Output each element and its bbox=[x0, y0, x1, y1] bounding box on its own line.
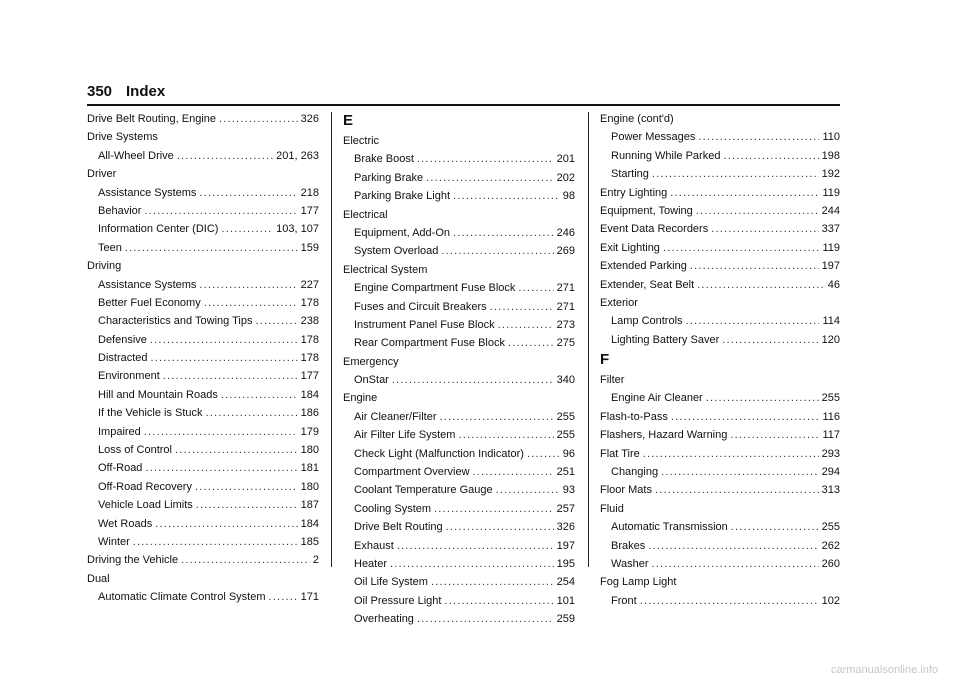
page-reference: 178 bbox=[300, 296, 319, 309]
entry-label: Extended Parking bbox=[600, 260, 687, 273]
index-subentry bbox=[87, 367, 319, 385]
index-subentry bbox=[343, 500, 575, 518]
index-subentry bbox=[87, 478, 319, 496]
index-subentry bbox=[87, 459, 319, 477]
index-subentry bbox=[343, 371, 575, 389]
dot-leader bbox=[145, 459, 297, 477]
entry-label: Lamp Controls bbox=[611, 315, 683, 328]
dot-leader bbox=[696, 202, 819, 220]
index-subentry bbox=[87, 147, 319, 165]
column-divider bbox=[331, 112, 332, 567]
page-reference: 262 bbox=[821, 539, 840, 552]
index-entry bbox=[600, 202, 840, 220]
page-reference: 197 bbox=[821, 260, 840, 273]
index-subentry bbox=[343, 224, 575, 242]
index-entry bbox=[600, 239, 840, 257]
dot-leader bbox=[181, 551, 310, 569]
index-entry bbox=[87, 110, 319, 128]
index-heading: Dual bbox=[87, 572, 110, 585]
page-reference: 178 bbox=[300, 352, 319, 365]
dot-leader bbox=[648, 537, 818, 555]
entry-label: Engine Air Cleaner bbox=[611, 392, 703, 405]
index-subentry bbox=[600, 463, 840, 481]
page-reference: 259 bbox=[556, 613, 575, 626]
index-heading: Electric bbox=[343, 135, 380, 147]
page-reference: 177 bbox=[300, 204, 319, 217]
page-number: 350 bbox=[87, 83, 113, 100]
page-reference: 201, 263 bbox=[276, 149, 319, 162]
index-subentry bbox=[87, 239, 319, 257]
page-reference: 255 bbox=[556, 429, 575, 442]
dot-leader bbox=[663, 239, 820, 257]
page-reference: 244 bbox=[821, 204, 840, 217]
index-subentry bbox=[343, 334, 575, 352]
index-subentry bbox=[343, 592, 575, 610]
entry-label: Better Fuel Economy bbox=[98, 296, 201, 309]
entry-label: Equipment, Add-On bbox=[354, 226, 451, 239]
index-heading: Fluid bbox=[600, 502, 624, 515]
entry-label: Flashers, Hazard Warning bbox=[600, 429, 728, 442]
dot-leader bbox=[206, 404, 298, 422]
page-reference: 181 bbox=[300, 462, 319, 475]
entry-label: System Overload bbox=[354, 245, 439, 258]
index-subentry bbox=[87, 276, 319, 294]
dot-leader bbox=[508, 334, 554, 352]
page-title: Index bbox=[126, 83, 166, 100]
index-subentry bbox=[600, 128, 840, 146]
page-reference: 187 bbox=[300, 499, 319, 512]
index-subentry bbox=[343, 573, 575, 591]
dot-leader bbox=[196, 496, 298, 514]
page-reference: 159 bbox=[300, 241, 319, 254]
entry-label: Check Light (Malfunction Indicator) bbox=[354, 447, 524, 460]
index-heading: Emergency bbox=[343, 355, 399, 368]
dot-leader bbox=[458, 426, 553, 444]
index-subentry bbox=[343, 187, 575, 205]
dot-leader bbox=[661, 463, 819, 481]
index-subentry bbox=[600, 592, 840, 610]
entry-label: Parking Brake Light bbox=[354, 190, 450, 203]
page-reference: 337 bbox=[821, 223, 840, 236]
dot-leader bbox=[204, 294, 298, 312]
entry-label: Cooling System bbox=[354, 502, 432, 515]
page-reference: 119 bbox=[822, 186, 840, 199]
index-column-3 bbox=[600, 110, 840, 610]
dot-leader bbox=[221, 220, 273, 238]
dot-leader bbox=[125, 239, 298, 257]
section-letter: E bbox=[343, 112, 354, 129]
dot-leader bbox=[150, 331, 298, 349]
entry-label: Air Filter Life System bbox=[354, 429, 456, 442]
entry-label: Automatic Transmission bbox=[611, 521, 728, 534]
page-reference: 326 bbox=[300, 113, 319, 125]
page-reference: 255 bbox=[821, 521, 840, 534]
entry-label: Oil Pressure Light bbox=[354, 594, 442, 607]
dot-leader bbox=[397, 537, 554, 555]
index-subentry bbox=[600, 312, 840, 330]
page-reference: 195 bbox=[556, 557, 575, 570]
dot-leader bbox=[434, 500, 554, 518]
page-reference: 198 bbox=[821, 149, 840, 162]
dot-leader bbox=[255, 312, 297, 330]
index-subentry bbox=[87, 496, 319, 514]
dot-leader bbox=[723, 147, 818, 165]
entry-label: Wet Roads bbox=[98, 517, 153, 530]
entry-label: Assistance Systems bbox=[98, 278, 197, 291]
index-subentry bbox=[343, 481, 575, 499]
dot-leader bbox=[731, 518, 819, 536]
index-subentry bbox=[87, 202, 319, 220]
dot-leader bbox=[518, 279, 553, 297]
dot-leader bbox=[652, 165, 819, 183]
entry-label: Loss of Control bbox=[98, 444, 172, 457]
page-reference: 294 bbox=[821, 466, 840, 479]
dot-leader bbox=[440, 408, 554, 426]
index-heading: Electrical System bbox=[343, 263, 428, 276]
dot-leader bbox=[199, 276, 297, 294]
entry-label: If the Vehicle is Stuck bbox=[98, 407, 203, 420]
index-subentry bbox=[87, 423, 319, 441]
index-subentry bbox=[343, 298, 575, 316]
entry-label: Heater bbox=[354, 557, 388, 570]
dot-leader bbox=[498, 316, 554, 334]
index-subentry bbox=[87, 184, 319, 202]
dot-leader bbox=[269, 588, 298, 606]
dot-leader bbox=[431, 573, 554, 591]
index-subentry bbox=[343, 316, 575, 334]
dot-leader bbox=[390, 555, 554, 573]
page-reference: 102 bbox=[821, 594, 840, 607]
page-reference: 260 bbox=[821, 557, 840, 570]
section-letter: F bbox=[600, 351, 610, 369]
entry-label: Parking Brake bbox=[354, 171, 424, 184]
page-reference: 184 bbox=[300, 388, 319, 401]
entry-label: Overheating bbox=[354, 613, 414, 626]
dot-leader bbox=[652, 555, 819, 573]
page-reference: 269 bbox=[556, 245, 575, 258]
page-reference: 114 bbox=[822, 315, 840, 328]
entry-label: Power Messages bbox=[611, 131, 696, 144]
page-reference: 227 bbox=[300, 278, 319, 291]
dot-leader bbox=[199, 184, 297, 202]
entry-label: Fuses and Circuit Breakers bbox=[354, 300, 487, 313]
index-heading: Filter bbox=[600, 374, 625, 387]
index-subentry bbox=[87, 312, 319, 330]
index-subentry bbox=[87, 386, 319, 404]
entry-label: Characteristics and Towing Tips bbox=[98, 315, 253, 328]
page-reference: 178 bbox=[300, 333, 319, 346]
page-reference: 201 bbox=[556, 153, 575, 166]
index-subentry bbox=[343, 537, 575, 555]
entry-label: Off-Road Recovery bbox=[98, 480, 192, 493]
entry-label: Driving the Vehicle bbox=[87, 554, 179, 567]
index-entry bbox=[600, 481, 840, 499]
entry-label: Behavior bbox=[98, 204, 142, 217]
page-reference: 177 bbox=[300, 370, 319, 383]
dot-leader bbox=[686, 312, 820, 330]
entry-label: Rear Compartment Fuse Block bbox=[354, 337, 505, 350]
entry-label: Automatic Climate Control System bbox=[98, 591, 266, 604]
entry-label: Coolant Temperature Gauge bbox=[354, 484, 493, 497]
index-subentry bbox=[343, 426, 575, 444]
entry-label: Exit Lighting bbox=[600, 241, 660, 254]
page-reference: 117 bbox=[822, 429, 840, 442]
dot-leader bbox=[722, 331, 818, 349]
index-subentry bbox=[343, 279, 575, 297]
page-reference: 238 bbox=[300, 315, 319, 328]
index-heading: Driving bbox=[87, 260, 122, 273]
dot-leader bbox=[426, 169, 554, 187]
page-reference: 246 bbox=[556, 226, 575, 239]
page-reference: 2 bbox=[312, 554, 319, 567]
entry-label: Information Center (DIC) bbox=[98, 223, 219, 236]
page-reference: 46 bbox=[827, 278, 840, 291]
dot-leader bbox=[417, 610, 554, 628]
entry-label: Environment bbox=[98, 370, 160, 383]
index-subentry bbox=[343, 518, 575, 536]
page-reference: 257 bbox=[556, 502, 575, 515]
entry-label: Brakes bbox=[611, 539, 646, 552]
dot-leader bbox=[219, 110, 298, 128]
index-subentry bbox=[600, 555, 840, 573]
entry-label: OnStar bbox=[354, 374, 389, 387]
dot-leader bbox=[417, 150, 554, 168]
header-rule bbox=[87, 104, 840, 106]
dot-leader bbox=[490, 298, 554, 316]
index-heading: Engine (cont'd) bbox=[600, 113, 674, 125]
dot-leader bbox=[473, 463, 554, 481]
page-reference: 180 bbox=[300, 480, 319, 493]
index-entry bbox=[600, 257, 840, 275]
index-column-1 bbox=[87, 110, 319, 607]
entry-label: Oil Life System bbox=[354, 576, 428, 589]
dot-leader bbox=[177, 147, 273, 165]
entry-label: All-Wheel Drive bbox=[98, 149, 174, 162]
page-reference: 255 bbox=[556, 410, 575, 423]
dot-leader bbox=[444, 592, 553, 610]
entry-label: Washer bbox=[611, 557, 649, 570]
dot-leader bbox=[697, 276, 825, 294]
dot-leader bbox=[446, 518, 554, 536]
dot-leader bbox=[144, 202, 297, 220]
page-reference: 326 bbox=[556, 521, 575, 534]
page-reference: 103, 107 bbox=[276, 223, 319, 236]
index-subentry bbox=[87, 533, 319, 551]
dot-leader bbox=[671, 408, 820, 426]
index-heading: Exterior bbox=[600, 296, 638, 309]
dot-leader bbox=[175, 441, 298, 459]
page-reference: 251 bbox=[556, 466, 575, 479]
index-entry bbox=[600, 445, 840, 463]
watermark: carmanualsonline.info bbox=[830, 664, 938, 676]
entry-label: Flat Tire bbox=[600, 447, 640, 460]
page-reference: 119 bbox=[822, 241, 840, 254]
page-reference: 271 bbox=[556, 282, 575, 295]
page-reference: 192 bbox=[821, 168, 840, 181]
index-heading: Engine bbox=[343, 392, 378, 405]
page-reference: 254 bbox=[556, 576, 575, 589]
entry-label: Running While Parked bbox=[611, 149, 721, 162]
dot-leader bbox=[155, 515, 297, 533]
dot-leader bbox=[698, 128, 819, 146]
page-reference: 202 bbox=[556, 171, 575, 184]
page-reference: 273 bbox=[556, 318, 575, 331]
index-heading: Drive Systems bbox=[87, 131, 158, 144]
index-entry bbox=[600, 184, 840, 202]
dot-leader bbox=[133, 533, 298, 551]
dot-leader bbox=[711, 220, 818, 238]
dot-leader bbox=[392, 371, 554, 389]
index-subentry bbox=[343, 610, 575, 628]
page-reference: 186 bbox=[300, 407, 319, 420]
index-subentry bbox=[87, 515, 319, 533]
entry-label: Hill and Mountain Roads bbox=[98, 388, 218, 401]
index-subentry bbox=[343, 150, 575, 168]
dot-leader bbox=[670, 184, 819, 202]
page-reference: 313 bbox=[821, 484, 840, 497]
entry-label: Vehicle Load Limits bbox=[98, 499, 193, 512]
page-reference: 293 bbox=[821, 447, 840, 460]
page-reference: 171 bbox=[300, 591, 319, 604]
dot-leader bbox=[441, 242, 553, 260]
dot-leader bbox=[690, 257, 819, 275]
index-heading: Fog Lamp Light bbox=[600, 576, 677, 589]
dot-leader bbox=[730, 426, 819, 444]
dot-leader bbox=[655, 481, 819, 499]
index-subentry bbox=[343, 463, 575, 481]
index-subentry bbox=[343, 169, 575, 187]
index-heading: Driver bbox=[87, 168, 117, 181]
entry-label: Entry Lighting bbox=[600, 186, 668, 199]
index-entry bbox=[600, 220, 840, 238]
dot-leader bbox=[527, 445, 560, 463]
entry-label: Equipment, Towing bbox=[600, 204, 693, 217]
index-subentry bbox=[87, 349, 319, 367]
entry-label: Front bbox=[611, 594, 637, 607]
entry-label: Compartment Overview bbox=[354, 466, 470, 479]
dot-leader bbox=[643, 445, 819, 463]
entry-label: Exhaust bbox=[354, 539, 394, 552]
entry-label: Impaired bbox=[98, 425, 141, 438]
dot-leader bbox=[195, 478, 298, 496]
entry-label: Winter bbox=[98, 535, 130, 548]
page-reference: 116 bbox=[822, 410, 840, 423]
entry-label: Distracted bbox=[98, 352, 148, 365]
index-subentry bbox=[343, 555, 575, 573]
page-reference: 96 bbox=[562, 447, 575, 460]
dot-leader bbox=[151, 349, 298, 367]
page-reference: 197 bbox=[556, 539, 575, 552]
dot-leader bbox=[496, 481, 560, 499]
entry-label: Air Cleaner/Filter bbox=[354, 410, 437, 423]
page-reference: 98 bbox=[562, 190, 575, 203]
page-reference: 275 bbox=[556, 337, 575, 350]
dot-leader bbox=[144, 423, 298, 441]
index-subentry bbox=[600, 537, 840, 555]
entry-label: Changing bbox=[611, 466, 659, 479]
dot-leader bbox=[706, 389, 819, 407]
index-entry bbox=[600, 426, 840, 444]
entry-label: Off-Road bbox=[98, 462, 143, 475]
dot-leader bbox=[640, 592, 819, 610]
dot-leader bbox=[163, 367, 298, 385]
index-subentry bbox=[600, 389, 840, 407]
index-subentry bbox=[87, 331, 319, 349]
entry-label: Lighting Battery Saver bbox=[611, 333, 720, 346]
entry-label: Defensive bbox=[98, 333, 147, 346]
page-reference: 180 bbox=[300, 444, 319, 457]
entry-label: Drive Belt Routing, Engine bbox=[87, 113, 217, 125]
page-reference: 110 bbox=[822, 131, 840, 144]
entry-label: Teen bbox=[98, 241, 122, 254]
entry-label: Flash-to-Pass bbox=[600, 410, 668, 423]
index-subentry bbox=[87, 588, 319, 606]
entry-label: Drive Belt Routing bbox=[354, 521, 443, 534]
entry-label: Extender, Seat Belt bbox=[600, 278, 695, 291]
index-entry bbox=[600, 408, 840, 426]
index-subentry bbox=[600, 165, 840, 183]
index-subentry bbox=[87, 220, 319, 238]
dot-leader bbox=[221, 386, 298, 404]
page-reference: 218 bbox=[300, 186, 319, 199]
page-reference: 93 bbox=[562, 484, 575, 497]
entry-label: Floor Mats bbox=[600, 484, 652, 497]
index-subentry bbox=[600, 331, 840, 349]
entry-label: Event Data Recorders bbox=[600, 223, 709, 236]
index-subentry bbox=[343, 445, 575, 463]
dot-leader bbox=[453, 224, 554, 242]
index-subentry bbox=[343, 408, 575, 426]
index-subentry bbox=[343, 242, 575, 260]
index-heading: Electrical bbox=[343, 208, 388, 221]
index-subentry bbox=[87, 441, 319, 459]
page-reference: 271 bbox=[556, 300, 575, 313]
page-reference: 184 bbox=[300, 517, 319, 530]
page-reference: 120 bbox=[821, 333, 840, 346]
page-reference: 179 bbox=[300, 425, 319, 438]
entry-label: Brake Boost bbox=[354, 153, 414, 166]
index-subentry bbox=[87, 294, 319, 312]
page-reference: 340 bbox=[556, 374, 575, 387]
page-reference: 255 bbox=[821, 392, 840, 405]
index-column-2 bbox=[343, 110, 575, 629]
page-reference: 185 bbox=[300, 535, 319, 548]
index-entry bbox=[600, 276, 840, 294]
index-subentry bbox=[600, 147, 840, 165]
entry-label: Engine Compartment Fuse Block bbox=[354, 282, 516, 295]
entry-label: Instrument Panel Fuse Block bbox=[354, 318, 495, 331]
index-entry bbox=[87, 551, 319, 569]
dot-leader bbox=[453, 187, 560, 205]
entry-label: Assistance Systems bbox=[98, 186, 197, 199]
page-reference: 101 bbox=[556, 594, 575, 607]
index-subentry bbox=[600, 518, 840, 536]
index-subentry bbox=[87, 404, 319, 422]
entry-label: Starting bbox=[611, 168, 649, 181]
column-divider bbox=[588, 112, 589, 567]
